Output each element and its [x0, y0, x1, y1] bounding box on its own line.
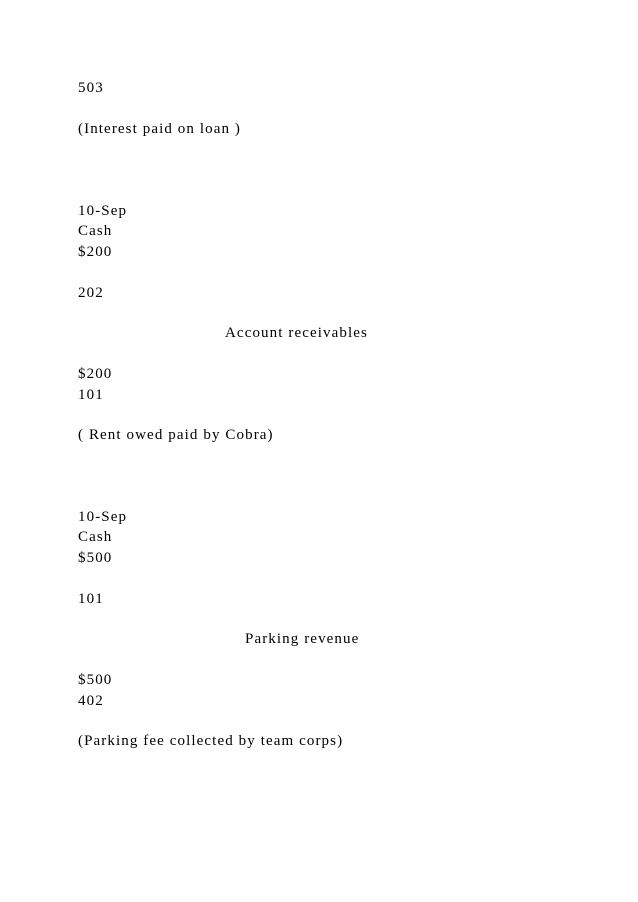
credit-account: Parking revenue	[245, 631, 360, 647]
debit-amount: $200	[78, 244, 113, 260]
entry-memo: (Parking fee collected by team corps)	[78, 733, 344, 749]
credit-ref: 402	[78, 693, 104, 709]
debit-amount: $500	[78, 550, 113, 566]
credit-ref: 101	[78, 387, 104, 403]
entry-date: 10-Sep	[78, 509, 128, 525]
debit-ref: 202	[78, 285, 104, 301]
debit-account: Cash	[78, 529, 113, 545]
credit-amount: $500	[78, 672, 113, 688]
debit-account: Cash	[78, 223, 113, 239]
entry-memo: (Interest paid on loan )	[78, 121, 242, 137]
entry-memo: ( Rent owed paid by Cobra)	[78, 427, 274, 443]
credit-account: Account receivables	[225, 325, 368, 341]
account-number: 503	[78, 80, 104, 96]
credit-amount: $200	[78, 366, 113, 382]
debit-ref: 101	[78, 591, 104, 607]
entry-date: 10-Sep	[78, 203, 128, 219]
